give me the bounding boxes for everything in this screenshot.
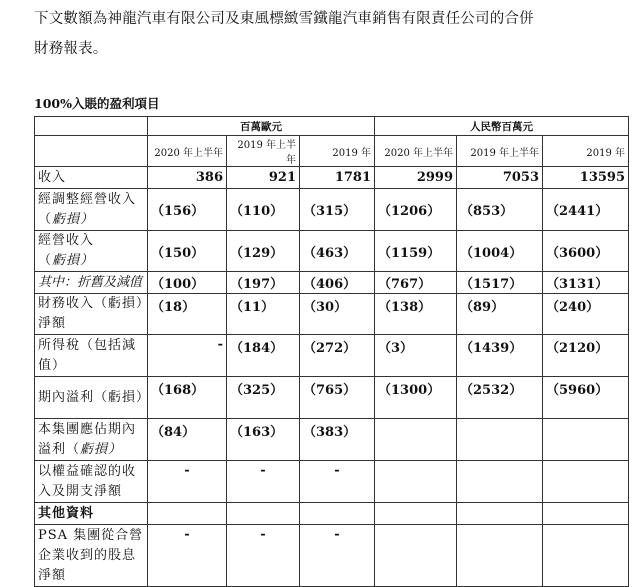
cell-value: - [227, 525, 300, 587]
cell-value: （315） [300, 189, 375, 231]
cell-empty [227, 503, 300, 525]
cell-value: （168） [148, 377, 227, 419]
row-label: 經調整經營收入（虧損） [35, 189, 148, 231]
cell-value: （18） [148, 294, 227, 335]
period-eur-2020h1: 2020 年上半年 [148, 136, 227, 167]
section-title: 100%入賬的盈利項目 [34, 96, 160, 111]
cell-value: 2999 [375, 167, 457, 189]
cell-value: （129） [227, 231, 300, 272]
cell-value: （89） [457, 294, 543, 335]
header-period-row [35, 136, 629, 167]
period-rmb-2020h1: 2020 年上半年 [375, 136, 457, 167]
cell-value: （2120） [543, 335, 629, 377]
header-eur: 百萬歐元 [148, 117, 375, 136]
period-rmb-2019h1: 2019 年上半年 [457, 136, 543, 167]
row-label: 收入 [35, 167, 148, 189]
cell-value: （3131） [543, 272, 629, 294]
header-blank [35, 117, 148, 136]
cell-value: （325） [227, 377, 300, 419]
table-row [35, 272, 629, 294]
cell-value: 386 [148, 167, 227, 189]
cell-empty [543, 503, 629, 525]
period-eur-2019: 2019 年 [300, 136, 375, 167]
other-section-label: 其他資料 [35, 503, 148, 525]
row-label: 財務收入（虧損）淨額 [35, 294, 148, 335]
row-label: 經營收入（虧損） [35, 231, 148, 272]
cell-value: 7053 [457, 167, 543, 189]
cell-empty [375, 461, 457, 503]
table-row [35, 231, 629, 272]
cell-value: （1517） [457, 272, 543, 294]
cell-value: （2532） [457, 377, 543, 419]
cell-value: （30） [300, 294, 375, 335]
cell-value: - [227, 461, 300, 503]
cell-empty [457, 419, 543, 461]
period-rmb-2019: 2019 年 [543, 136, 629, 167]
intro-line-2: 財務報表。 [34, 41, 108, 57]
cell-value: （3） [375, 335, 457, 377]
table-row [35, 189, 629, 231]
cell-value: （2441） [543, 189, 629, 231]
cell-value: （767） [375, 272, 457, 294]
income-table [34, 116, 629, 587]
cell-value: （1300） [375, 377, 457, 419]
intro-text [34, 4, 634, 64]
table-row [35, 294, 629, 335]
cell-value: （383） [300, 419, 375, 461]
cell-value: （272） [300, 335, 375, 377]
cell-value: （197） [227, 272, 300, 294]
cell-value: （110） [227, 189, 300, 231]
cell-empty [375, 419, 457, 461]
cell-value: 921 [227, 167, 300, 189]
cell-value: - [300, 461, 375, 503]
section-row [35, 503, 629, 525]
cell-value: （163） [227, 419, 300, 461]
row-label: 所得稅（包括減值） [35, 335, 148, 377]
cell-value: （853） [457, 189, 543, 231]
cell-value: （3600） [543, 231, 629, 272]
table-row [35, 335, 629, 377]
cell-value: - [300, 525, 375, 587]
row-label: 以權益確認的收入及開支淨額 [35, 461, 148, 503]
period-eur-2019h1: 2019 年上半年 [227, 136, 300, 167]
cell-value: （765） [300, 377, 375, 419]
cell-empty [375, 503, 457, 525]
table-row [35, 461, 629, 503]
header-blank [35, 136, 148, 167]
table-row [35, 419, 629, 461]
cell-empty [148, 503, 227, 525]
cell-value: （100） [148, 272, 227, 294]
cell-value: （84） [148, 419, 227, 461]
cell-empty [457, 503, 543, 525]
row-label: 其中：折舊及減值 [35, 272, 148, 294]
cell-value: （240） [543, 294, 629, 335]
intro-line-1: 下文數額為神龍汽車有限公司及東風標緻雪鐵龍汽車銷售有限責任公司的合併 [34, 11, 534, 27]
cell-value: （463） [300, 231, 375, 272]
table-row [35, 167, 629, 189]
header-group-row [35, 117, 629, 136]
cell-empty [543, 419, 629, 461]
cell-value: （406） [300, 272, 375, 294]
cell-value: （1439） [457, 335, 543, 377]
row-label: 本集團應佔期內溢利（虧損） [35, 419, 148, 461]
cell-value: （150） [148, 231, 227, 272]
cell-value: （1206） [375, 189, 457, 231]
cell-value: （156） [148, 189, 227, 231]
cell-value: - [148, 525, 227, 587]
cell-value: - [148, 335, 227, 377]
cell-empty [543, 461, 629, 503]
cell-value: - [148, 461, 227, 503]
cell-value: （1004） [457, 231, 543, 272]
cell-value: （5960） [543, 377, 629, 419]
row-label: PSA 集團從合營企業收到的股息淨額 [35, 525, 148, 587]
cell-value: 1781 [300, 167, 375, 189]
cell-value: （184） [227, 335, 300, 377]
cell-empty [457, 461, 543, 503]
cell-value: （138） [375, 294, 457, 335]
row-label: 期內溢利（虧損） [35, 377, 148, 419]
cell-empty [300, 503, 375, 525]
cell-value: （1159） [375, 231, 457, 272]
table-row [35, 377, 629, 419]
cell-value: （11） [227, 294, 300, 335]
cell-value: 13595 [543, 167, 629, 189]
header-rmb: 人民幣百萬元 [375, 117, 629, 136]
